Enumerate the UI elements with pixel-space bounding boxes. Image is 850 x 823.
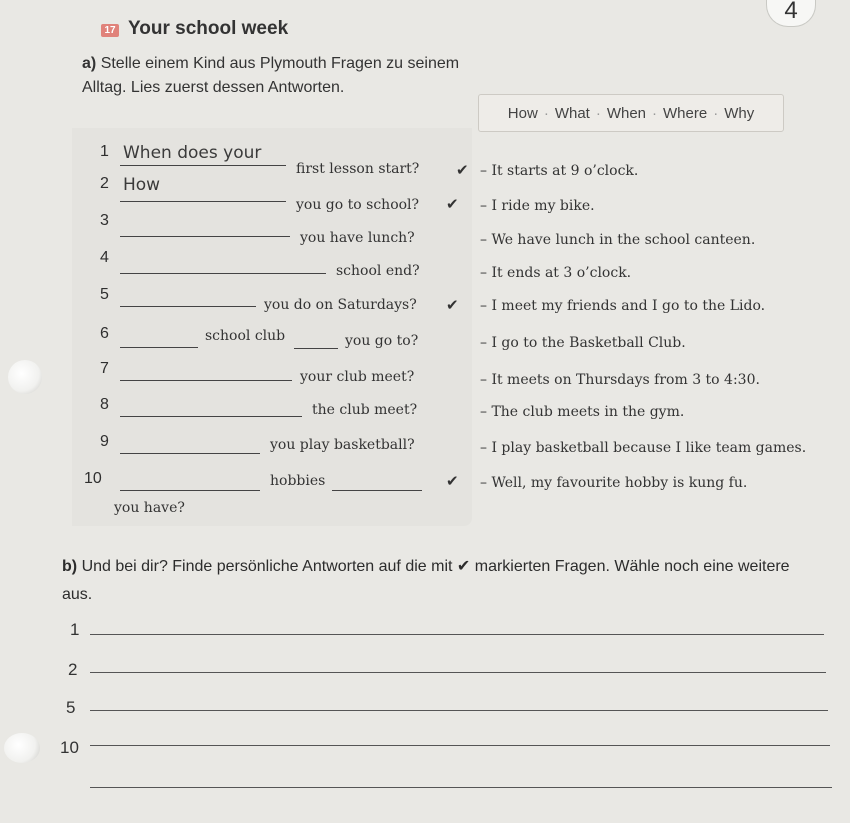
question-number: 9	[100, 433, 109, 450]
instruction-b-text: Und bei dir? Finde persönliche Antworten auf die mit	[81, 558, 453, 575]
answer-line-2[interactable]	[90, 671, 826, 673]
question-number: 10	[84, 470, 102, 487]
answer-text: – It starts at 9 o’clock.	[480, 163, 639, 179]
question-text: you go to school?	[296, 197, 420, 213]
question-text: hobbies	[270, 473, 326, 489]
answer-blank[interactable]	[120, 327, 198, 348]
question-row-3	[0, 212, 850, 248]
answer-line-1[interactable]	[90, 633, 824, 635]
answer-text: – It meets on Thursdays from 3 to 4:30.	[480, 372, 760, 388]
word-why: Why	[724, 104, 755, 122]
question-row-4	[0, 249, 850, 281]
answer-text: – I meet my friends and I go to the Lido.	[480, 298, 766, 314]
answer-blank[interactable]	[120, 470, 260, 491]
question-text: your club meet?	[300, 369, 415, 385]
question-number: 2	[100, 175, 109, 192]
handwritten-answer: How	[123, 175, 161, 195]
word-when: When	[606, 104, 647, 122]
answer-blank[interactable]	[120, 360, 292, 381]
word-box	[478, 94, 784, 132]
check-mark-icon: ✔	[456, 558, 471, 575]
question-number: 8	[100, 396, 109, 413]
question-number: 5	[100, 286, 109, 303]
instruction-a-label: a)	[82, 55, 97, 72]
check-mark-icon: ✔	[446, 196, 459, 213]
handwritten-answer: When does your	[123, 143, 262, 163]
instruction-b	[62, 553, 822, 609]
answer-text: – I go to the Basketball Club.	[480, 335, 686, 351]
word-separator: ·	[713, 104, 719, 122]
question-row-7	[0, 360, 850, 386]
instruction-a-text: Stelle einem Kind aus Plymouth Fragen zu seinem Alltag. Lies zuerst dessen Antworten.	[82, 55, 460, 96]
question-text: first lesson start?	[296, 161, 420, 177]
answer-blank[interactable]	[120, 286, 256, 307]
question-row-5	[0, 286, 850, 312]
question-text: the club meet?	[312, 402, 418, 418]
answer-line-extra[interactable]	[90, 786, 832, 788]
question-text: you play basketball?	[270, 437, 415, 453]
instruction-a	[82, 52, 472, 100]
question-text-cont: you go to?	[345, 333, 419, 349]
answer-text: – The club meets in the gym.	[480, 404, 685, 420]
answer-line-number: 2	[68, 660, 78, 679]
check-mark-icon: ✔	[456, 162, 469, 179]
answer-blank[interactable]	[332, 470, 422, 491]
punch-hole	[8, 360, 42, 394]
word-separator: ·	[543, 104, 549, 122]
question-row-2	[0, 175, 850, 214]
answer-blank[interactable]	[294, 328, 338, 349]
page-number: 4	[766, 0, 816, 27]
word-what: What	[554, 104, 590, 122]
word-where: Where	[663, 104, 708, 122]
answer-line-10[interactable]	[90, 744, 830, 746]
answer-text: – Well, my favourite hobby is kung fu.	[480, 475, 748, 491]
question-text: school end?	[336, 263, 420, 279]
question-number: 7	[100, 360, 109, 377]
check-mark-icon: ✔	[446, 297, 459, 314]
word-separator: ·	[595, 104, 601, 122]
punch-hole	[4, 733, 40, 763]
check-mark-icon: ✔	[446, 473, 459, 490]
answer-line-number: 10	[60, 738, 79, 757]
answer-text: – It ends at 3 o’clock.	[480, 265, 632, 281]
question-text: you do on Saturdays?	[264, 297, 417, 313]
answer-text: – We have lunch in the school canteen.	[480, 232, 756, 248]
answer-text: – I ride my bike.	[480, 198, 595, 214]
question-row-8	[0, 396, 850, 422]
answer-line-number: 5	[66, 698, 76, 717]
answer-line-number: 1	[70, 620, 80, 639]
question-number: 1	[100, 143, 109, 160]
question-text-cont: you have?	[114, 500, 185, 516]
question-text: school club	[205, 328, 286, 344]
answer-line-5[interactable]	[90, 709, 828, 711]
question-row-1	[0, 143, 850, 179]
task-number-badge: 17	[101, 24, 119, 37]
question-number: 3	[100, 212, 109, 229]
answer-blank[interactable]	[120, 216, 290, 237]
instruction-b-label: b)	[62, 558, 78, 575]
word-how: How	[507, 104, 538, 122]
question-row-6	[0, 325, 850, 351]
instruction-b-text-cont: markierten Fragen. Wähle noch eine weitere aus.	[62, 558, 790, 603]
question-row-9	[0, 433, 850, 459]
answer-blank[interactable]	[120, 396, 302, 417]
question-row-10	[0, 470, 850, 516]
word-separator: ·	[652, 104, 658, 122]
answer-text: – I play basketball because I like team games.	[480, 440, 807, 456]
task-title: Your school week	[128, 18, 289, 39]
question-number: 4	[100, 249, 109, 266]
answer-blank[interactable]	[120, 253, 326, 274]
question-text: you have lunch?	[300, 230, 415, 246]
question-number: 6	[100, 325, 109, 342]
answer-blank[interactable]	[120, 433, 260, 454]
